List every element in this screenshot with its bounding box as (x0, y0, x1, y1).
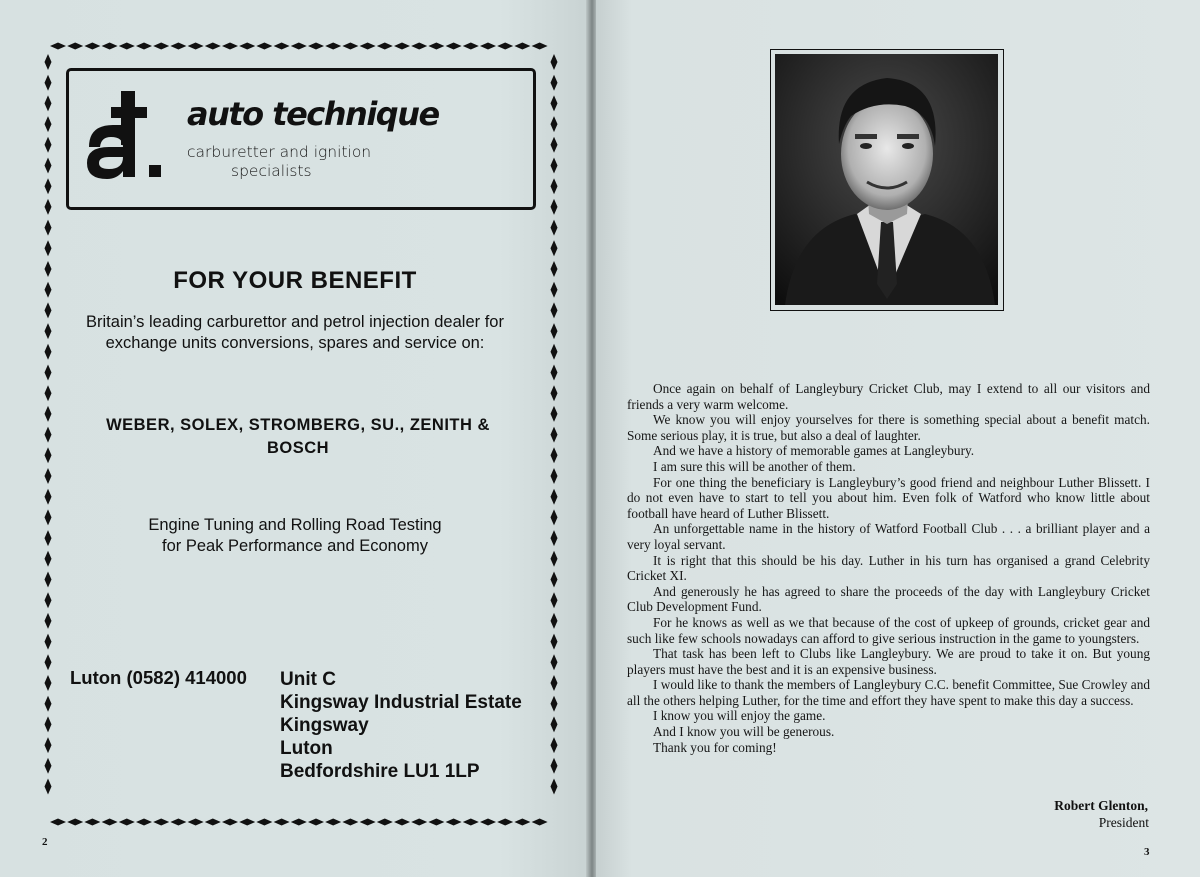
border-diamond (551, 592, 558, 608)
border-diamond (377, 819, 393, 826)
ad-intro: Britain’s leading carburettor and petrol injection dealer for exchange units conversions, spares and service on: (86, 313, 504, 352)
border-diamond (45, 634, 52, 650)
border-diamond (551, 344, 558, 360)
auto-technique-logo-icon (83, 91, 175, 183)
border-diamond (551, 468, 558, 484)
address-line: Luton (280, 738, 333, 759)
border-diamond (45, 489, 52, 505)
border-diamond (45, 716, 52, 732)
border-diamond (411, 43, 427, 50)
border-diamond (551, 406, 558, 422)
services-line-2: for Peak Performance and Economy (162, 537, 428, 555)
border-diamond (291, 43, 307, 50)
border-diamond (325, 43, 341, 50)
border-diamond (222, 43, 238, 50)
border-diamond (170, 43, 186, 50)
border-diamond (551, 716, 558, 732)
welcome-letter (627, 381, 1150, 755)
border-diamond (188, 43, 204, 50)
letter-paragraph: That task has been left to Clubs like Langleybury. We are proud to take it on. But young players must have the best and it is an expensive business. (627, 646, 1150, 677)
border-diamond (45, 696, 52, 712)
brands-line-1: WEBER, SOLEX, STROMBERG, SU., ZENITH & (106, 416, 490, 434)
letter-paragraph: I know you will enjoy the game. (653, 708, 826, 724)
border-diamond (205, 43, 221, 50)
border-diamond (497, 819, 513, 826)
border-diamond (119, 819, 135, 826)
border-diamond (170, 819, 186, 826)
border-diamond (45, 758, 52, 774)
border-diamond (239, 43, 255, 50)
border-diamond (256, 819, 272, 826)
border-diamond (84, 43, 100, 50)
border-diamond (480, 43, 496, 50)
letter-paragraph: Once again on behalf of Langleybury Cricket Club, may I extend to all our visitors and friends a very warm welcome. (627, 381, 1150, 412)
border-diamond (514, 43, 530, 50)
border-diamond (45, 302, 52, 318)
border-diamond (551, 696, 558, 712)
border-diamond (551, 302, 558, 318)
border-diamond (551, 365, 558, 381)
border-diamond (551, 551, 558, 567)
border-diamond (45, 137, 52, 153)
border-diamond (428, 819, 444, 826)
border-diamond (551, 220, 558, 236)
border-diamond (551, 675, 558, 691)
page-number-right: 3 (1144, 846, 1150, 858)
letter-paragraph: And I know you will be generous. (653, 724, 835, 740)
border-diamond (45, 737, 52, 753)
right-page (596, 0, 1200, 877)
border-diamond (45, 199, 52, 215)
border-diamond (45, 282, 52, 298)
brands-line-2: BOSCH (266, 439, 330, 457)
letter-paragraph: We know you will enjoy yourselves for there is something special about a benefit match. Some serious play, it is true, but also a deal of laughter. (627, 412, 1150, 443)
border-diamond (84, 819, 100, 826)
tagline-line-2: specialists (231, 162, 312, 180)
border-diamond (394, 819, 410, 826)
border-diamond (136, 819, 152, 826)
letter-paragraph: I would like to thank the members of Langleybury C.C. benefit Committee, Sue Crowley and all the others helping Luther, for the time and effort they have spent to make this day a success. (627, 677, 1150, 708)
border-diamond (308, 43, 324, 50)
border-diamond (45, 509, 52, 525)
border-diamond (551, 261, 558, 277)
border-diamond (463, 43, 479, 50)
border-diamond (377, 43, 393, 50)
border-diamond (67, 43, 83, 50)
letter-paragraph: And generously he has agreed to share the proceeds of the day with Langleybury Cricket Club Development Fund. (627, 583, 1150, 615)
border-diamond (428, 43, 444, 50)
border-diamond (551, 447, 558, 463)
border-diamond (256, 43, 272, 50)
border-diamond (532, 819, 548, 826)
border-diamond (45, 427, 52, 443)
border-diamond (551, 758, 558, 774)
address-line: Kingsway Industrial Estate (280, 692, 522, 713)
letter-paragraph: And we have a history of memorable games at Langleybury. (653, 443, 975, 459)
border-diamond (480, 819, 496, 826)
border-diamond (45, 178, 52, 194)
border-diamond (551, 509, 558, 525)
border-diamond (50, 819, 66, 826)
border-diamond (222, 819, 238, 826)
border-diamond (551, 572, 558, 588)
border-diamond (153, 43, 169, 50)
border-diamond (551, 634, 558, 650)
border-diamond (551, 385, 558, 401)
border-diamond (551, 323, 558, 339)
border-diamond (102, 819, 118, 826)
brand-tagline (187, 143, 371, 181)
border-diamond (325, 819, 341, 826)
border-diamond (45, 468, 52, 484)
letter-paragraph: For he knows as well as we that because of the cost of upkeep of grounds, cricket gear and such like few schools nowadays can afford to give serious instruction in the game to youngsters. (627, 614, 1150, 646)
border-diamond (239, 819, 255, 826)
letter-paragraph: Thank you for coming! (653, 739, 777, 755)
border-diamond (45, 220, 52, 236)
border-diamond (45, 551, 52, 567)
border-diamond (551, 530, 558, 546)
signature-name: Robert Glenton, (1054, 798, 1148, 813)
page-number-left: 2 (42, 836, 48, 848)
border-diamond (45, 323, 52, 339)
border-diamond (45, 447, 52, 463)
border-diamond (274, 819, 290, 826)
border-diamond (45, 54, 52, 70)
border-diamond (119, 43, 135, 50)
border-diamond (551, 489, 558, 505)
portrait-photo-icon (775, 54, 998, 305)
letter-paragraph: For one thing the beneficiary is Langleybury’s good friend and neighbour Luther Blissett. I do not even have to start to tell you about him. Even folk of Watford who know little about football have heard of Luther Blissett. (627, 474, 1150, 521)
left-page (0, 0, 588, 877)
border-diamond (551, 737, 558, 753)
ad-heading: FOR YOUR BENEFIT (173, 267, 417, 294)
border-diamond (102, 43, 118, 50)
border-diamond (45, 385, 52, 401)
border-diamond (551, 427, 558, 443)
border-diamond (551, 95, 558, 111)
services-line-1: Engine Tuning and Rolling Road Testing (148, 516, 442, 534)
brand-name: auto technique (187, 95, 439, 133)
border-diamond (551, 158, 558, 174)
border-diamond (153, 819, 169, 826)
border-diamond (360, 819, 376, 826)
border-diamond (45, 592, 52, 608)
border-diamond (45, 406, 52, 422)
tagline-line-1: carburetter and ignition (187, 143, 372, 161)
border-diamond (497, 43, 513, 50)
border-diamond (291, 819, 307, 826)
border-diamond (45, 158, 52, 174)
address-line: Kingsway (280, 715, 369, 736)
border-diamond (45, 613, 52, 629)
border-diamond (446, 43, 462, 50)
border-diamond (45, 365, 52, 381)
border-diamond (551, 75, 558, 91)
letter-paragraph: I am sure this will be another of them. (653, 458, 856, 474)
border-diamond (45, 261, 52, 277)
border-diamond (308, 819, 324, 826)
border-diamond (50, 43, 66, 50)
border-diamond (411, 819, 427, 826)
border-diamond (551, 779, 558, 795)
border-diamond (274, 43, 290, 50)
border-diamond (205, 819, 221, 826)
border-diamond (188, 819, 204, 826)
border-diamond (45, 779, 52, 795)
border-diamond (551, 54, 558, 70)
border-diamond (342, 43, 358, 50)
address-line: Bedfordshire LU1 1LP (280, 761, 480, 782)
border-diamond (67, 819, 83, 826)
border-diamond (45, 240, 52, 256)
border-diamond (394, 43, 410, 50)
border-diamond (45, 344, 52, 360)
border-diamond (446, 819, 462, 826)
border-diamond (45, 675, 52, 691)
border-diamond (463, 819, 479, 826)
border-diamond (45, 654, 52, 670)
logo-box (66, 68, 536, 210)
border-diamond (551, 199, 558, 215)
border-diamond (45, 95, 52, 111)
border-diamond (551, 178, 558, 194)
ad-address (280, 668, 522, 783)
border-diamond (514, 819, 530, 826)
border-diamond (551, 240, 558, 256)
address-line: Unit C (280, 669, 336, 690)
border-diamond (360, 43, 376, 50)
border-diamond (45, 75, 52, 91)
border-diamond (551, 116, 558, 132)
ad-brands (92, 414, 504, 460)
border-diamond (551, 282, 558, 298)
letter-paragraph: An unforgettable name in the history of Watford Football Club . . . a brilliant player and a very loyal servant. (627, 521, 1150, 552)
border-diamond (551, 613, 558, 629)
letter-paragraph: It is right that this should be his day. Luther in his turn has organised a grand Celebrity Cricket XI. (627, 552, 1150, 584)
border-diamond (45, 530, 52, 546)
border-diamond (136, 43, 152, 50)
ad-services (80, 515, 510, 557)
border-diamond (551, 654, 558, 670)
border-diamond (532, 43, 548, 50)
border-diamond (45, 572, 52, 588)
signature-title: President (1098, 815, 1149, 830)
ad-phone: Luton (0582) 414000 (70, 667, 247, 688)
border-diamond (551, 137, 558, 153)
portrait-frame (770, 49, 1004, 311)
border-diamond (45, 116, 52, 132)
border-diamond (342, 819, 358, 826)
